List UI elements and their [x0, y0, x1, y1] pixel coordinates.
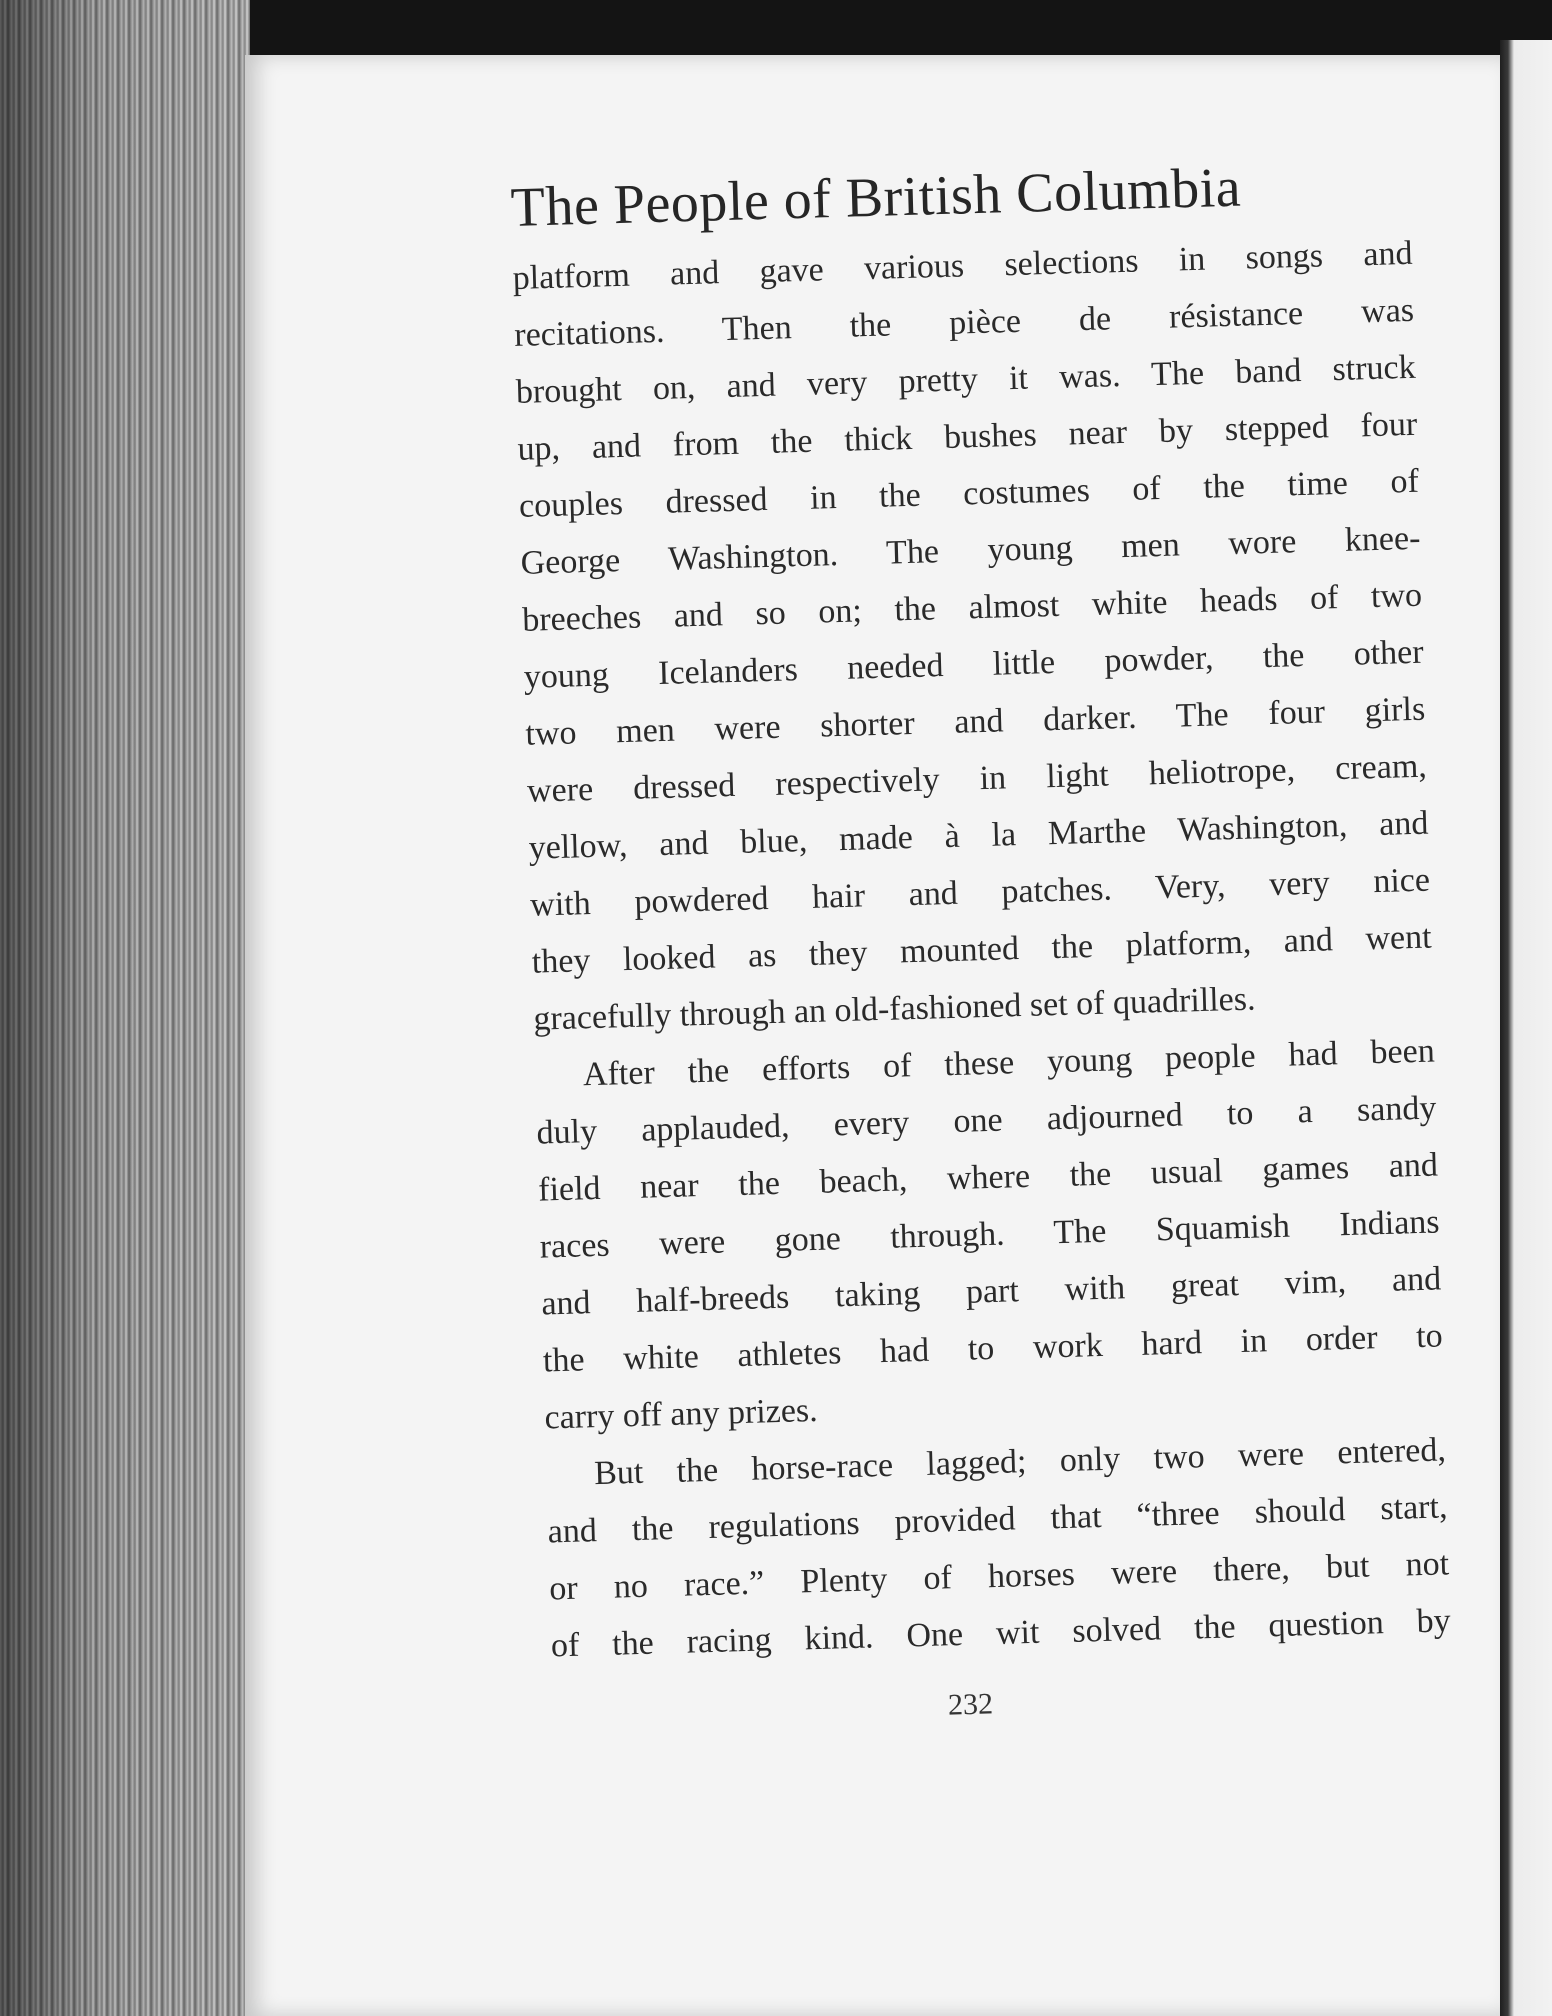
- paragraph-1: [512, 225, 1434, 1048]
- text-line: races were gone through. The Squamish Indians: [539, 1203, 1440, 1266]
- text-line: two men were shorter and darker. The four girls: [524, 690, 1426, 753]
- paragraph-3: [545, 1421, 1451, 1674]
- text-line: But the horse-race lagged; only two were entered,: [593, 1431, 1447, 1493]
- page-edges: [0, 0, 250, 2016]
- text-line: or no race.” Plenty of horses were there, but not: [548, 1545, 1450, 1608]
- text-line: breeches and so on; the almost white heads of two: [521, 576, 1423, 639]
- running-head: The People of British Columbia: [509, 156, 1242, 239]
- paragraph-2: [534, 1023, 1445, 1447]
- text-line: they looked as they mounted the platform, and went: [531, 918, 1433, 981]
- facing-page-edge: [1500, 40, 1552, 2016]
- text-line: brought on, and very pretty it was. The band struck: [515, 348, 1417, 411]
- text-line: the white athletes had to work hard in order to: [542, 1317, 1444, 1380]
- text-line: field near the beach, where the usual games and: [537, 1146, 1439, 1209]
- text-line: with powdered hair and patches. Very, very nice: [529, 861, 1431, 924]
- text-line: up, and from the thick bushes near by stepped four: [517, 405, 1418, 468]
- text-line: yellow, and blue, made à la Marthe Washington, and: [528, 804, 1429, 867]
- text-line: couples dressed in the costumes of the time of: [518, 462, 1420, 525]
- text-line: were dressed respectively in light heliotrope, cream,: [526, 747, 1428, 810]
- text-line: and the regulations provided that “three should start,: [547, 1488, 1448, 1551]
- text-block: [510, 155, 1451, 1675]
- text-line: recitations. Then the pièce de résistance was: [513, 291, 1415, 354]
- page-number: 232: [947, 1687, 994, 1722]
- text-line: and half-breeds taking part with great vim, and: [540, 1260, 1442, 1323]
- text-line: After the efforts of these young people had been: [582, 1032, 1436, 1094]
- text-line: platform and gave various selections in songs and: [512, 234, 1413, 297]
- text-line: gracefully through an old-fashioned set of quadrilles.: [532, 980, 1256, 1038]
- text-line: young Icelanders needed little powder, the other: [523, 633, 1425, 696]
- text-line: carry off any prizes.: [544, 1391, 819, 1437]
- text-line: duly applauded, every one adjourned to a sandy: [536, 1089, 1437, 1152]
- text-line: of the racing kind. One wit solved the question by: [550, 1602, 1452, 1665]
- text-line: George Washington. The young men wore knee-: [520, 519, 1421, 582]
